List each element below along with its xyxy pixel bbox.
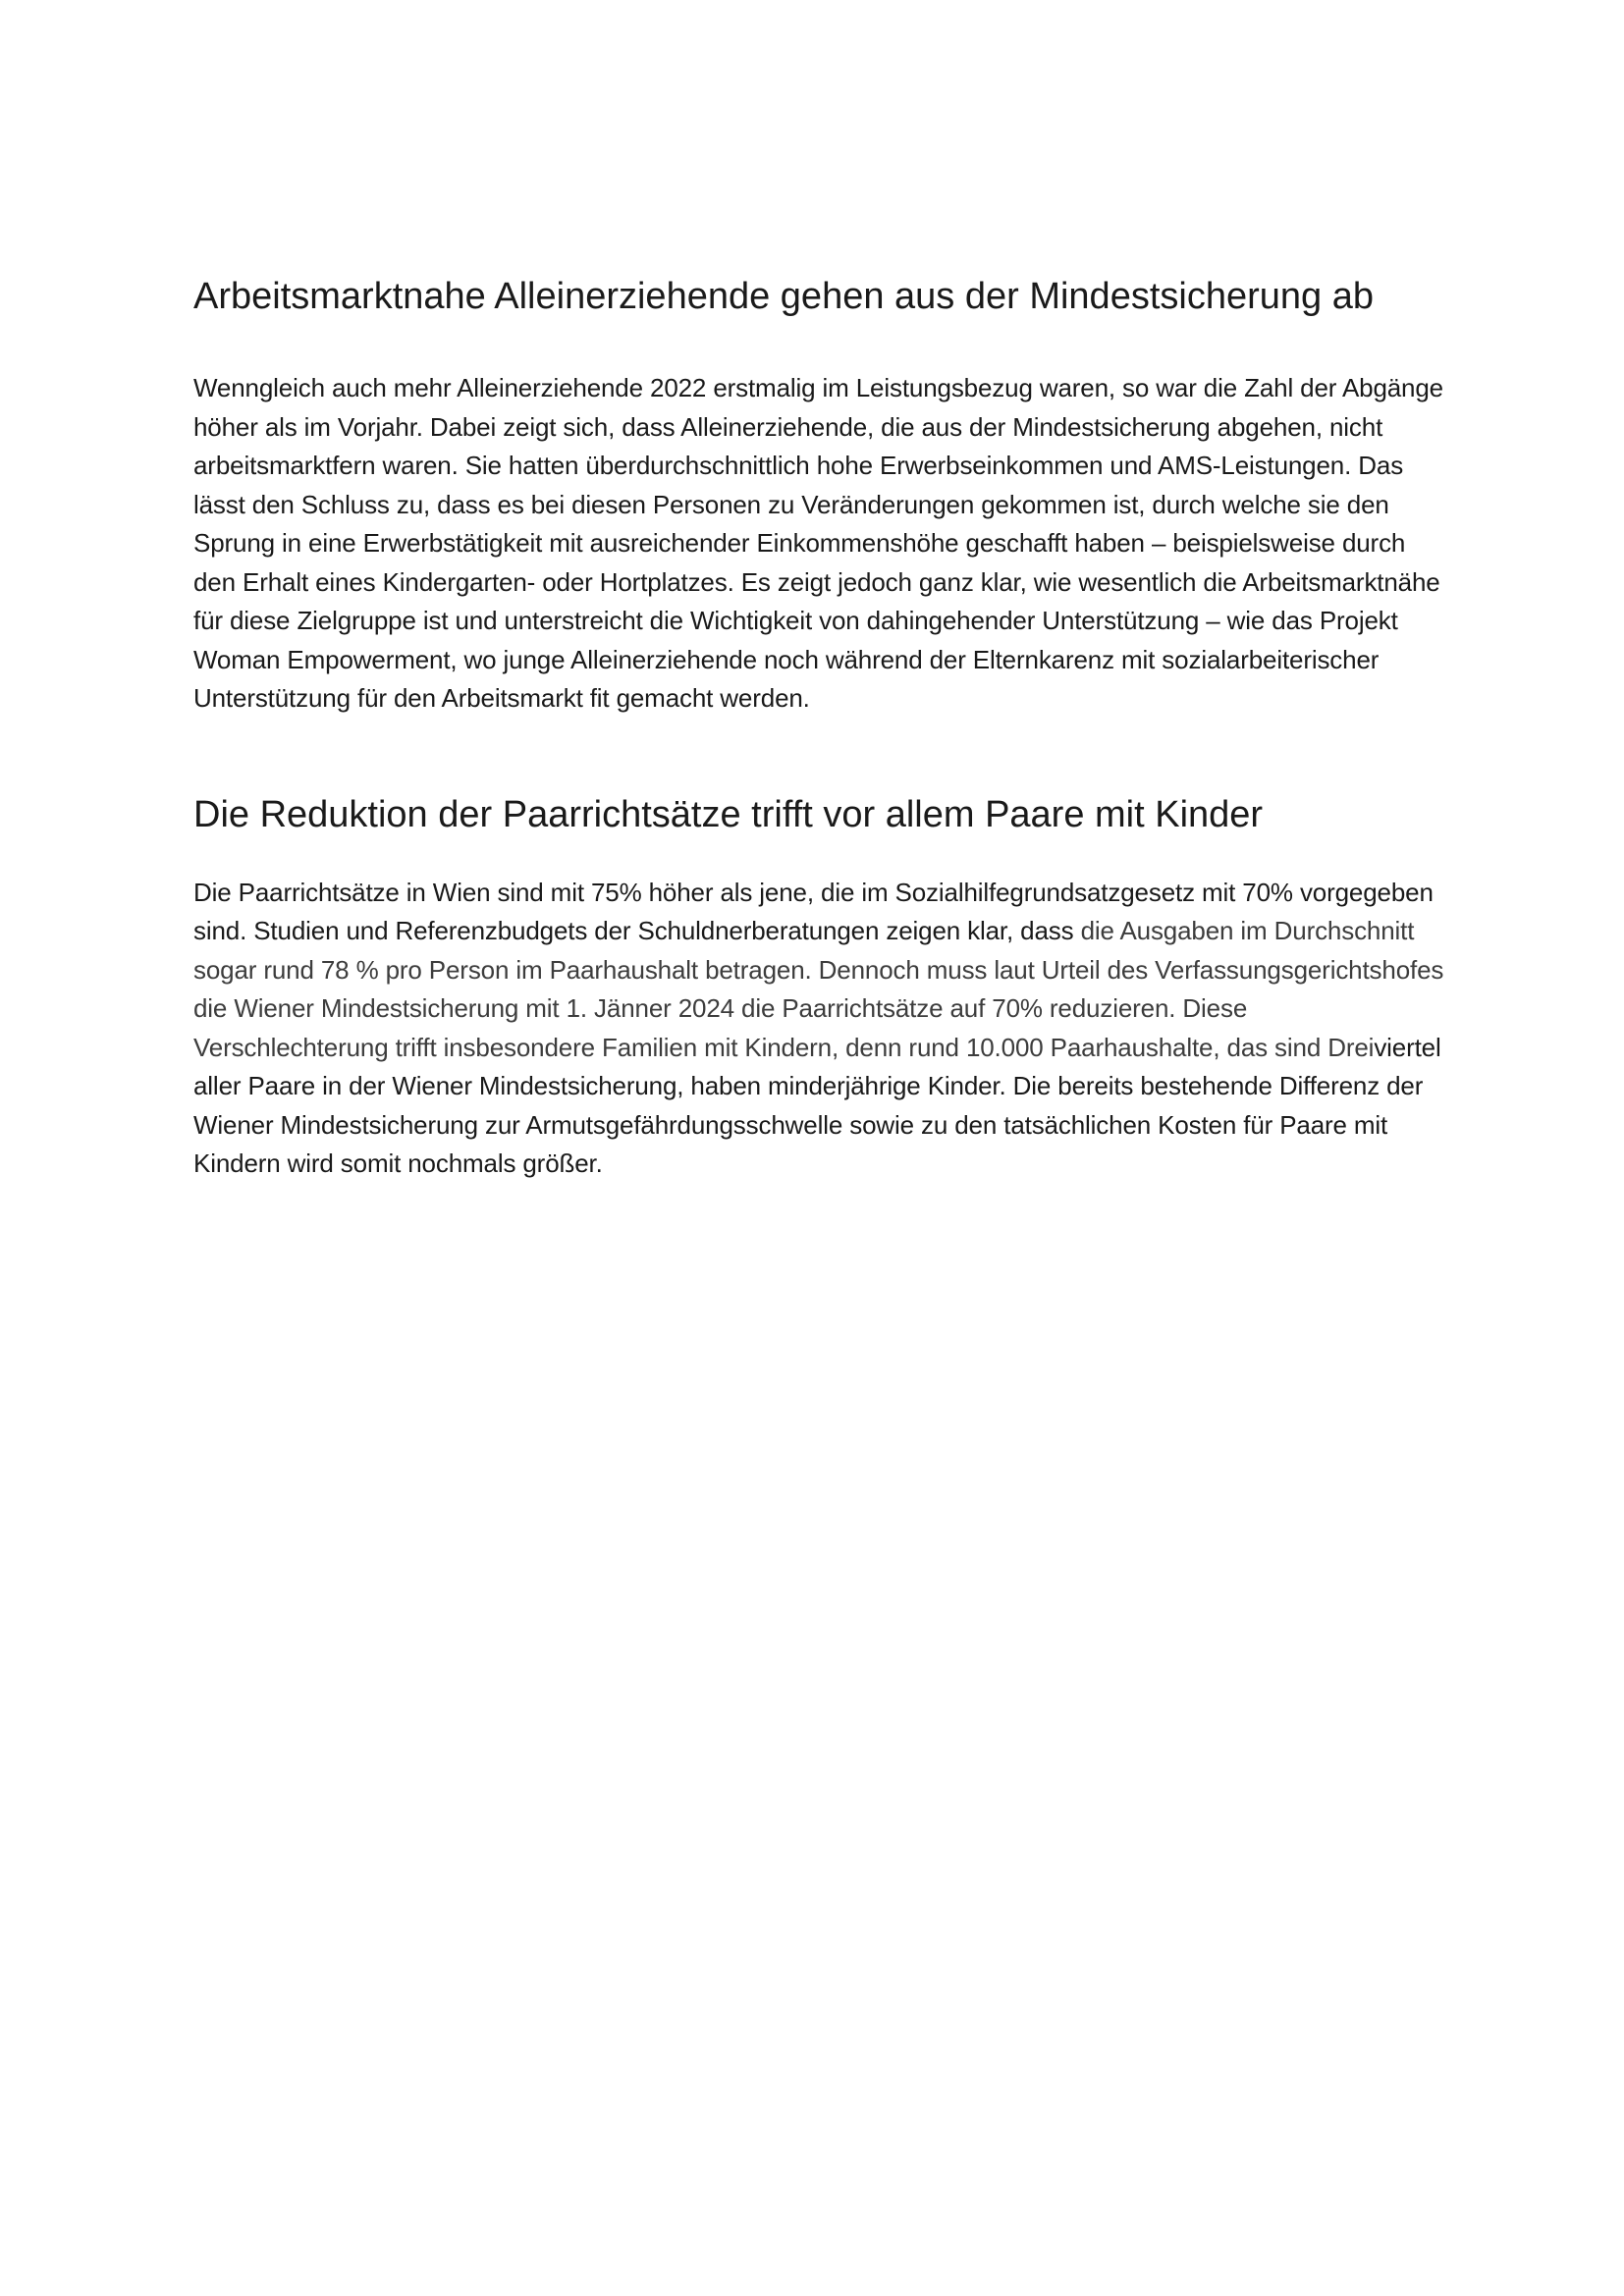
page-content	[193, 271, 1445, 1184]
paragraph-text-segment: viertel aller Paare in der Wiener Mindestsicherung, haben minderjährige Kinder. Die bereits bestehende Differenz der Wiener Mindestsicherung zur Armutsgefährdungsschwelle sowie zu den tatsächlichen Kosten für Paare mit Kindern wird somit nochmals größer.	[193, 1032, 1441, 1178]
section-paragraph: Wenngleich auch mehr Alleinerziehende 2022 erstmalig im Leistungsbezug waren, so war die Zahl der Abgänge höher als im Vorjahr. Dabei zeigt sich, dass Alleinerziehende, die aus der Mindestsicherung abgehen, nicht arbeitsmarktfern waren. Sie hatten überdurchschnittlich hohe Erwerbseinkommen und AMS-Leistungen. Das lässt den Schluss zu, dass es bei diesen Personen zu Veränderungen gekommen ist, durch welche sie den Sprung in eine Erwerbstätigkeit mit ausreichender Einkommenshöhe geschafft haben – beispielsweise durch den Erhalt eines Kindergarten- oder Hortplatzes. Es zeigt jedoch ganz klar, wie wesentlich die Arbeitsmarktnähe für diese Zielgruppe ist und unterstreicht die Wichtigkeit von dahingehender Unterstützung – wie das Projekt Woman Empowerment, wo junge Alleinerziehende noch während der Elternkarenz mit sozialarbeiterischer Unterstützung für den Arbeitsmarkt fit gemacht werden.	[193, 373, 1443, 713]
section-heading: Die Reduktion der Paarrichtsätze trifft vor allem Paare mit Kinder	[193, 793, 1264, 835]
section-alleinerziehende	[193, 271, 1445, 719]
paragraph-text-segment-muted: die Ausgaben im Durchschnitt sogar rund 78 % pro Person im Paarhaushalt betragen. Dennoch muss laut Urteil des Verfassungsgerichtshofes die Wiener Mindestsicherung mit 1. Jänner 2024 die Paarrichtsätze auf 70% reduzieren. Diese Verschlechterung trifft insbesondere Familien mit Kindern, denn rund 10.000 Paarhaushalte, das sind Drei	[193, 916, 1444, 1062]
section-paragraph	[193, 874, 1445, 1184]
section-paarrichtsaetze	[193, 789, 1445, 1184]
paragraph-text-segment: Die Paarrichtsätze in Wien sind mit 75% höher als jene, die im Sozialhilfegrundsatzgesetz mit 70% vorgegeben sind. Studien und Referenzbudgets der Schuldnerberatungen zeigen klar, dass	[193, 877, 1434, 945]
section-heading: Arbeitsmarktnahe Alleinerziehende gehen aus der Mindestsicherung ab	[193, 276, 1374, 317]
